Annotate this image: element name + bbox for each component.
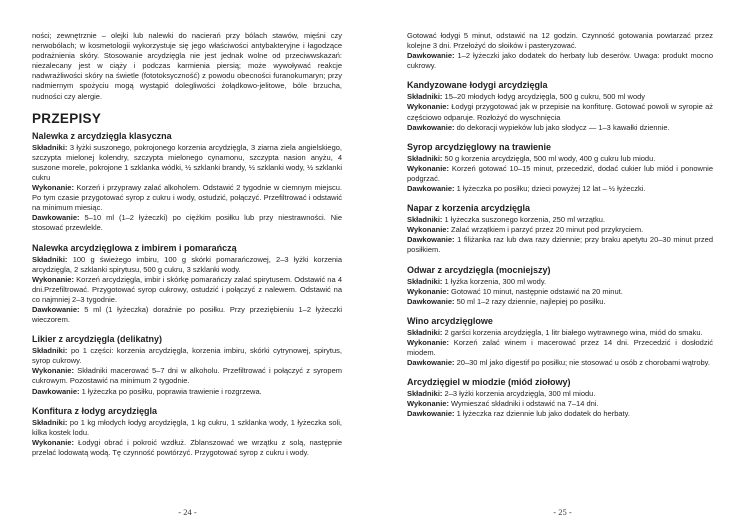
preparation-text: Wymieszać składniki i odstawić na 7–14 dni. (451, 399, 599, 409)
recipe-title: Arcydzięgiel w miodzie (miód ziołowy) (407, 377, 571, 388)
dosage-text: 1 łyżeczka po posiłku, poprawia trawienie i rozgrzewa. (81, 386, 262, 396)
preparation-text: Łodygi obrać i pokroić wzdłuż. Zblanszować we wrzątku z solą, następnie przelać lodowatą wodą. Tę czynność powtórzyć. Przygotować syrop z cukru i wody. (32, 437, 342, 457)
recipe-dosage (407, 409, 713, 419)
recipe (32, 131, 342, 234)
ingredients-label: Składniki: (407, 153, 443, 163)
recipe-ingredients (407, 215, 713, 225)
dosage-label: Dawkowanie: (32, 386, 80, 396)
dosage-text: 50 ml 1–2 razy dziennie, najlepiej po posiłku. (456, 296, 606, 306)
recipe (32, 243, 342, 326)
recipe-dosage (407, 297, 713, 307)
preparation-text: Korzeń gotować 10–15 minut, przecedzić, dodać cukier lub miód i ponownie podgrzać. (407, 163, 713, 183)
recipe-preparation (407, 225, 713, 235)
ingredients-text: 15–20 młodych łodyg arcydzięgla, 500 g cukru, 500 ml wody (444, 92, 646, 102)
dosage-label: Dawkowanie: (407, 296, 455, 306)
recipe (407, 377, 713, 419)
ingredients-label: Składniki: (32, 254, 68, 264)
preparation-label: Wykonanie: (407, 163, 449, 173)
preparation-text: Gotować 10 minut, następnie odstawić na 20 minut. (451, 286, 623, 296)
recipe (407, 203, 713, 255)
dosage-label: Dawkowanie: (407, 51, 455, 61)
preparation-text: Składniki macerować 5–7 dni w alkoholu. Przefiltrować i połączyć z syropem cukrowym. Pozostawić na minimum 2 tygodnie. (32, 366, 342, 386)
preparation-label: Wykonanie: (407, 286, 449, 296)
ingredients-label: Składniki: (407, 215, 443, 225)
recipe-ingredients (407, 92, 713, 102)
dosage-label: Dawkowanie: (407, 122, 455, 132)
preparation-text: Korzeń i przyprawy zalać alkoholem. Odstawić 2 tygodnie w ciemnym miejscu. Po tym czasie przygotować syrop z cukru i wody, ostudzić, połączyć. Przefiltrować i odstawić na minimum miesiąc. (32, 183, 342, 213)
ingredients-label: Składniki: (407, 389, 443, 399)
recipe-ingredients (32, 143, 342, 183)
section-title: PRZEPISY (32, 110, 102, 126)
recipe-dosage (32, 213, 342, 233)
dosage-label: Dawkowanie: (32, 213, 80, 223)
ingredients-label: Składniki: (407, 92, 443, 102)
preparation-label: Wykonanie: (407, 225, 449, 235)
recipe (407, 265, 713, 307)
recipe-ingredients (32, 255, 342, 275)
recipe-title: Nalewka arcydzięglowa z imbirem i pomarańczą (32, 242, 237, 253)
recipe-ingredients (407, 389, 713, 399)
recipe-ingredients (407, 154, 713, 164)
dosage-label: Dawkowanie: (407, 358, 455, 368)
ingredients-text: po 1 części: korzenia arcydzięgla, korzenia imbiru, skórki cytrynowej, spirytus, syrop cukrowy. (32, 346, 342, 366)
recipe-title: Wino arcydzięglowe (407, 315, 493, 326)
recipe (32, 406, 342, 458)
dosage-text: 5 ml (1 łyżeczka) doraźnie po posiłku. Przy przeziębieniu 1–2 łyżeczki wieczorem. (32, 304, 342, 325)
recipe-dosage (407, 184, 713, 194)
recipe (407, 142, 713, 194)
ingredients-text: 2–3 łyżki korzenia arcydzięgla, 300 ml miodu. (444, 389, 596, 399)
ingredients-label: Składniki: (32, 417, 68, 427)
left-page-content (32, 31, 342, 467)
recipe (32, 334, 342, 396)
continuation-text: Gotować łodygi 5 minut, odstawić na 12 godzin. Czynność gotowania powtarzać przez kolejne 3 dni. Przełożyć do słoików i pasteryzować. (407, 31, 713, 51)
recipe-continuation (407, 31, 713, 71)
preparation-label: Wykonanie: (32, 183, 74, 193)
ingredients-text: 1 łyżka korzenia, 300 ml wody. (444, 276, 547, 286)
dosage-text: 20–30 ml jako digestif po posiłku; nie stosować u osób z chorobami wątroby. (456, 358, 710, 368)
dosage-label: Dawkowanie: (407, 235, 455, 245)
ingredients-text: 50 g korzenia arcydzięgla, 500 ml wody, 400 g cukru lub miodu. (444, 153, 656, 163)
dosage-text: 1–2 łyżeczki jako dodatek do herbaty lub deserów. Uwaga: produkt mocno cukrowy. (407, 51, 713, 71)
ingredients-text: 3 łyżki suszonego, pokrojonego korzenia arcydzięgla, 3 ziarna ziela angielskiego, szczypta mielonej kolendry, szczypta mielonego cynamonu, szczypta nasion anyżu, 4 suszone morele, pokrojone 1 szklanka wódki, ½ szklanki brandy, ½ szklanki wody, ½ szklanki cukru (32, 142, 342, 182)
recipe-dosage (32, 387, 342, 397)
page-number: - 25 - (553, 507, 572, 517)
recipe-preparation (407, 399, 713, 409)
ingredients-text: 1 łyżeczka suszonego korzenia, 250 ml wrzątku. (444, 215, 606, 225)
recipe-title: Likier z arcydzięgla (delikatny) (32, 334, 163, 345)
ingredients-text: po 1 kg młodych łodyg arcydzięgla, 1 kg cukru, 1 szklanka wody, 1 łyżeczka soli, kilka kostek lodu. (32, 417, 342, 437)
dosage-text: 1 filiżanka raz lub dwa razy dziennie; przy braku apetytu 20–30 minut przed posiłkiem. (407, 235, 713, 255)
preparation-label: Wykonanie: (32, 274, 74, 284)
recipe-preparation (407, 164, 713, 184)
right-page-content (407, 31, 713, 428)
recipe-title: Konfitura z łodyg arcydzięgla (32, 405, 158, 416)
recipe-ingredients (407, 277, 713, 287)
preparation-text: Zalać wrzątkiem i parzyć przez 20 minut pod przykryciem. (451, 225, 644, 235)
preparation-text: Łodygi przygotować jak w przepisie na konfiturę. Gotować powoli w syropie aż częściowo odparuje. Rozłożyć do wyschnięcia (407, 102, 713, 122)
intro-paragraph: ności; zewnętrznie – olejki lub nalewki do nacierań przy bólach stawów, mięśni czy nerwobólach; w kosmetologii wykorzystuje się jego właściwości antybakteryjne i łagodzące podrażnienia skóry. Stosowanie arcydzięgla nie jest jednak wolne od przeciwwskazań: niezalecany jest w ciąży i podczas karmienia piersią; może wywoływać reakcje nadwrażliwości skóry na świetle (fototoksyczność) z powodu obecności furanokumaryn; przy nadmiernym spożyciu mogą wystąpić dolegliwości żołądkowo-jelitowe, bóle brzucha, nudności czy alergie. (32, 31, 342, 101)
recipe-dosage (407, 123, 713, 133)
recipe-preparation (32, 275, 342, 305)
dosage-label: Dawkowanie: (32, 304, 80, 314)
ingredients-text: 100 g świeżego imbiru, 100 g skórki pomarańczowej, 2–3 łyżki korzenia arcydzięgla, 2 szklanki spirytusu, 500 g cukru, 3 szklanki wody. (32, 254, 342, 274)
ingredients-label: Składniki: (407, 276, 443, 286)
dosage-text: 1 łyżeczka raz dziennie lub jako dodatek do herbaty. (456, 409, 630, 419)
dosage-text: 1 łyżeczka po posiłku; dzieci powyżej 12 lat – ½ łyżeczki. (456, 184, 646, 194)
recipe-title: Kandyzowane łodygi arcydzięgla (407, 80, 548, 91)
recipe-title: Napar z korzenia arcydzięgla (407, 203, 531, 214)
dosage-text: do dekoracji wypieków lub jako słodycz — 1–3 kawałki dziennie. (456, 122, 670, 132)
preparation-label: Wykonanie: (32, 437, 74, 447)
preparation-text: Korzeń zalać winem i macerować przez 14 dni. Przecedzić i dosłodzić miodem. (407, 337, 713, 357)
recipe-ingredients (32, 346, 342, 366)
recipe (407, 80, 713, 132)
preparation-text: Korzeń arcydzięgla, imbir i skórkę pomarańczy zalać spirytusem. Odstawić na 4 dni.Przefiltrować. Przygotować syrop cukrowy, ostudzić i połączyć z nalewem. Odstawić na co najmniej 2–3 tygodnie. (32, 274, 342, 304)
recipe-ingredients (32, 418, 342, 438)
recipe-preparation (32, 366, 342, 386)
recipe-preparation (32, 183, 342, 213)
recipe-preparation (407, 102, 713, 122)
preparation-label: Wykonanie: (407, 399, 449, 409)
preparation-label: Wykonanie: (32, 366, 74, 376)
ingredients-label: Składniki: (32, 142, 68, 152)
recipe-ingredients (407, 328, 713, 338)
recipe-dosage (407, 358, 713, 368)
recipe-preparation (407, 287, 713, 297)
recipe-title: Odwar z arcydzięgla (mocniejszy) (407, 264, 551, 275)
ingredients-label: Składniki: (407, 327, 443, 337)
recipe-dosage (407, 235, 713, 255)
recipe-dosage (32, 305, 342, 325)
recipe-preparation (407, 338, 713, 358)
recipe-title: Syrop arcydzięglowy na trawienie (407, 141, 552, 152)
dosage-text: 5–10 ml (1–2 łyżeczki) po ciężkim posiłku lub przy niestrawności. Nie stosować przewlekle. (32, 213, 342, 233)
preparation-label: Wykonanie: (407, 337, 449, 347)
recipe-preparation (32, 438, 342, 458)
dosage-label: Dawkowanie: (407, 184, 455, 194)
ingredients-text: 2 garści korzenia arcydzięgla, 1 litr białego wytrawnego wina, miód do smaku. (444, 327, 703, 337)
recipe-dosage (407, 51, 713, 71)
recipe (407, 316, 713, 368)
dosage-label: Dawkowanie: (407, 409, 455, 419)
page-number: - 24 - (178, 507, 197, 517)
preparation-label: Wykonanie: (407, 102, 449, 112)
right-page (375, 0, 750, 529)
recipe-title: Nalewka z arcydzięgla klasyczna (32, 130, 172, 141)
ingredients-label: Składniki: (32, 346, 68, 356)
